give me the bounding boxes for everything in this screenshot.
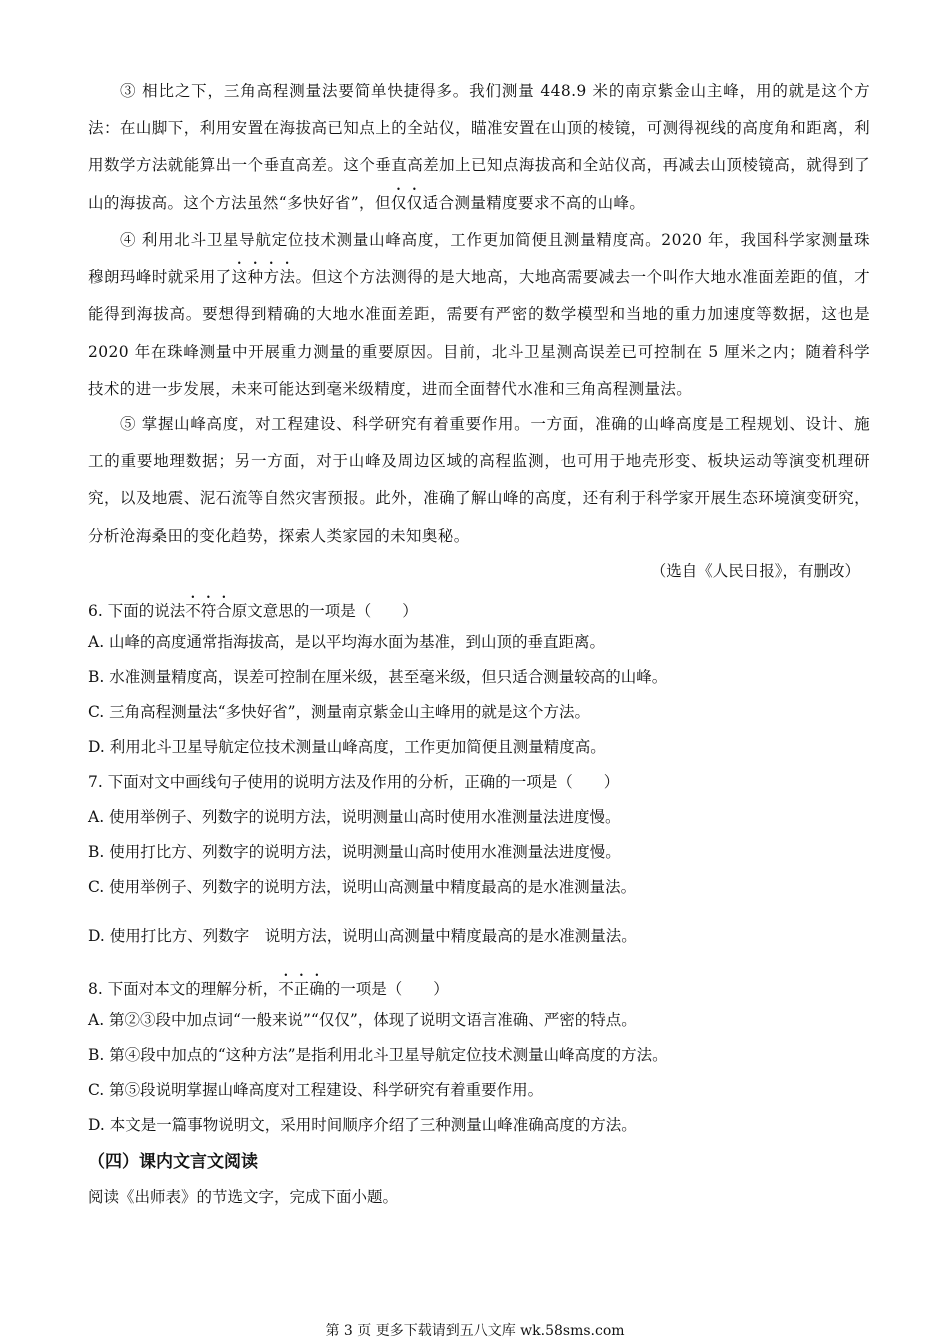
q8-option-a: A. 第②③段中加点词“一般来说”“仅仅”，体现了说明文语言准确、严密的特点。 (88, 1011, 637, 1029)
q7-option-a: A. 使用举例子、列数字的说明方法，说明测量山高时使用水准测量法进度慢。 (88, 808, 621, 826)
q6-option-d: D. 利用北斗卫星导航定位技术测量山峰高度，工作更加简便且测量精度高。 (88, 738, 606, 756)
paragraph-3-text: ③ 相比之下，三角高程测量法要简单快捷得多。我们测量 448.9 米的南京紫金山主峰，用的就是这个方法：在山脚下，利用安置在海拔高已知点上的全站仪，瞄准安置在山顶的棱镜，可测得视线的高度角和距离，利用数学方法就能算出一个垂直高差。这个垂直高差加上已知点海拔高和全站仪高，再减去山顶棱镜高，就得到了山的海拔高。这个方法虽然“多快好省”，但 (88, 82, 870, 212)
q7-option-b: B. 使用打比方、列数字的说明方法，说明测量山高时使用水准测量法进度慢。 (88, 843, 621, 861)
q6-stem-text: 6. 下面的说法 (88, 602, 186, 620)
q8-stem-end: 的一项是（ ） (324, 980, 449, 998)
q8-option-d: D. 本文是一篇事物说明文，采用时间顺序介绍了三种测量山峰准确高度的方法。 (88, 1116, 637, 1134)
q6-stem-end: 原文意思的一项是（ ） (231, 602, 418, 620)
question-8-stem (88, 971, 449, 1001)
q6-option-a: A. 山峰的高度通常指海拔高，是以平均海水面为基准，到山顶的垂直距离。 (88, 633, 606, 651)
emphasis-word-jinjin: 仅仅 (390, 193, 423, 212)
q8-stem-text: 8. 下面对本文的理解分析， (88, 980, 279, 998)
q6-option-b: B. 水准测量精度高，误差可控制在厘米级，甚至毫米级，但只适合测量较高的山峰。 (88, 668, 668, 686)
page-footer: 第 3 页 更多下载请到五八文库 wk.58sms.com (325, 1323, 625, 1339)
q8-option-c: C. 第⑤段说明掌握山峰高度对工程建设、科学研究有着重要作用。 (88, 1081, 544, 1099)
paragraph-4-text: ④ 利用北斗卫星导航定位技术测量山峰高度，工作更加简便且测量精度高。2020 年，我国科学家测量珠穆朗玛峰时就采用了 (88, 231, 870, 287)
q6-option-c: C. 三角高程测量法“多快好省”，测量南京紫金山主峰用的就是这个方法。 (88, 703, 591, 721)
paragraph-5-text: ⑤ 掌握山峰高度，对工程建设、科学研究有着重要作用。一方面，准确的山峰高度是工程规划、设计、施工的重要地理数据；另一方面，对于山峰及周边区域的高程监测，也可用于地壳形变、板块运动等演变机理研究，以及地震、泥石流等自然灾害预报。此外，准确了解山峰的高度，还有利于科学家开展生态环境演变研究，分析沧海桑田的变化趋势，探索人类家园的未知奥秘。 (88, 415, 870, 545)
question-6-stem (88, 593, 418, 623)
paragraph-5 (88, 406, 870, 555)
source-citation: （选自《人民日报》，有删改） (650, 562, 860, 580)
q7-option-c: C. 使用举例子、列数字的说明方法，说明山高测量中精度最高的是水准测量法。 (88, 878, 637, 896)
section-intro: 阅读《出师表》的节选文字，完成下面小题。 (88, 1188, 399, 1206)
paragraph-4-text-end: 。但这个方法测得的是大地高，大地高需要减去一个叫作大地水准面差距的值，才能得到海拔高。要想得到精确的大地水准面差距，需要有严密的数学模型和当地的重力加速度等数据，这也是 2020 年在珠峰测量中开展重力测量的重要原因。目前，北斗卫星测高误差已可控制在 5 厘米之内；随着科学技术的进一步发展，未来可能达到毫米级精度，进而全面替代水准和三角高程测量法。 (88, 268, 870, 398)
paragraph-3-text-end: 适合测量精度要求不高的山峰。 (422, 193, 646, 212)
paragraph-4 (88, 222, 870, 408)
q8-option-b: B. 第④段中加点的“这种方法”是指利用北斗卫星导航定位技术测量山峰高度的方法。 (88, 1046, 668, 1064)
emphasis-word-zhezhongfangfa: 这种方法 (231, 268, 296, 287)
q6-emphasis: 不符合 (185, 602, 232, 620)
q8-emphasis: 不正确 (278, 980, 325, 998)
section-title: （四）课内文言文阅读 (88, 1152, 258, 1172)
q7-option-d: D. 使用打比方、列数字 说明方法，说明山高测量中精度最高的是水准测量法。 (88, 927, 637, 945)
paragraph-3 (88, 73, 870, 222)
question-7-stem: 7. 下面对文中画线句子使用的说明方法及作用的分析，正确的一项是（ ） (88, 773, 620, 791)
